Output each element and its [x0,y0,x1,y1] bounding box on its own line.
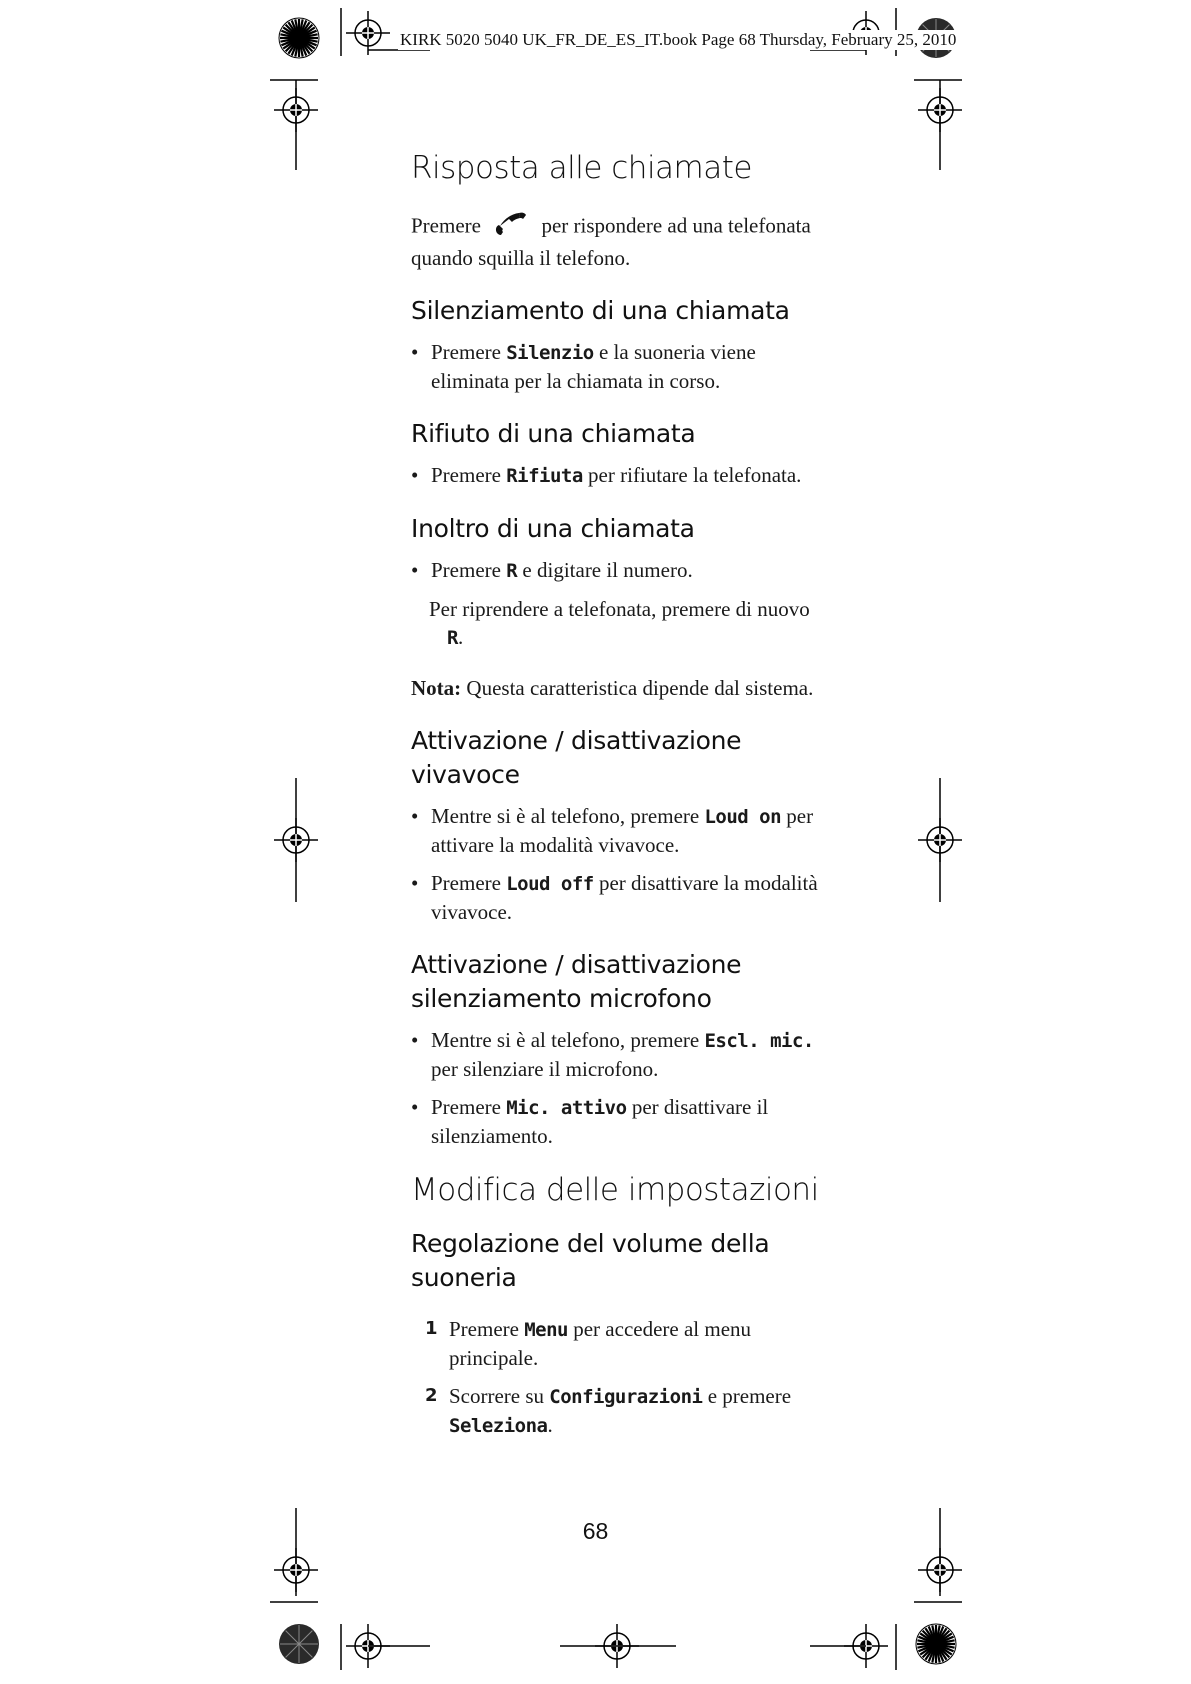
softkey-label: Escl. mic. [704,1030,814,1053]
softkey-label: R [506,560,518,583]
softkey-label: Menu [524,1319,568,1342]
step-number: 2 [425,1385,438,1407]
list-item: • Mentre si è al telefono, premere Loud on per attivare la modalità vivavoce. [411,802,831,859]
resume-call-text: Per riprendere a telefonata, premere di nuovo R. [429,597,810,650]
note-label: Nota: [411,676,462,701]
list-item: • Premere Loud off per disattivare la modalità vivavoce. [411,869,831,926]
page-content [411,150,831,1450]
step-number: 1 [425,1318,438,1340]
list-item: • Mentre si è al telefono, premere Escl. mic. per silenziare il microfono. [411,1026,831,1083]
section-title-answer: Risposta alle chiamate [411,150,752,186]
softkey-label: Loud on [704,806,782,829]
softkey-label: Silenzio [506,342,594,365]
heading-mute-call: Silenziamento di una chiamata [411,296,790,326]
heading-microphone: Attivazione / disattivazione silenziamento microfono [411,950,742,1014]
softkey-label: R [447,627,458,650]
list-item: • Premere R e digitare il numero. [411,556,831,585]
softkey-label: Loud off [506,873,594,896]
step-item: 1 Premere Menu per accedere al menu principale. [425,1317,752,1371]
heading-reject-call: Rifiuto di una chiamata [411,419,696,449]
softkey-label: Rifiuta [506,465,583,488]
softkey-label: Mic. attivo [506,1097,627,1120]
list-item: • Premere Rifiuta per rifiutare la telefonata. [411,461,831,490]
step-item: 2 Scorrere su Configurazioni e premere Seleziona. [425,1384,792,1438]
softkey-label: Configurazioni [549,1386,703,1409]
heading-transfer-call: Inoltro di una chiamata [411,514,695,544]
page-number: 68 [582,1518,609,1544]
list-item: • Premere Silenzio e la suoneria viene eliminata per la chiamata in corso. [411,338,831,395]
book-header: KIRK 5020 5040 UK_FR_DE_ES_IT.book Page 68 Thursday, February 25, 2010 [400,30,957,49]
heading-ring-volume: Regolazione del volume della suoneria [411,1229,770,1293]
section-title-settings: Modifica delle impostazioni [411,1172,819,1209]
list-item: • Premere Mic. attivo per disattivare il silenziamento. [411,1093,831,1150]
heading-speaker: Attivazione / disattivazione vivavoce [411,726,742,790]
answer-paragraph: Premere per rispondere ad una telefonata quando squilla il telefono. [411,211,831,272]
note-paragraph: Nota: Questa caratteristica dipende dal sistema. [411,676,814,701]
handset-icon [494,211,528,244]
softkey-label: Seleziona [449,1415,548,1438]
